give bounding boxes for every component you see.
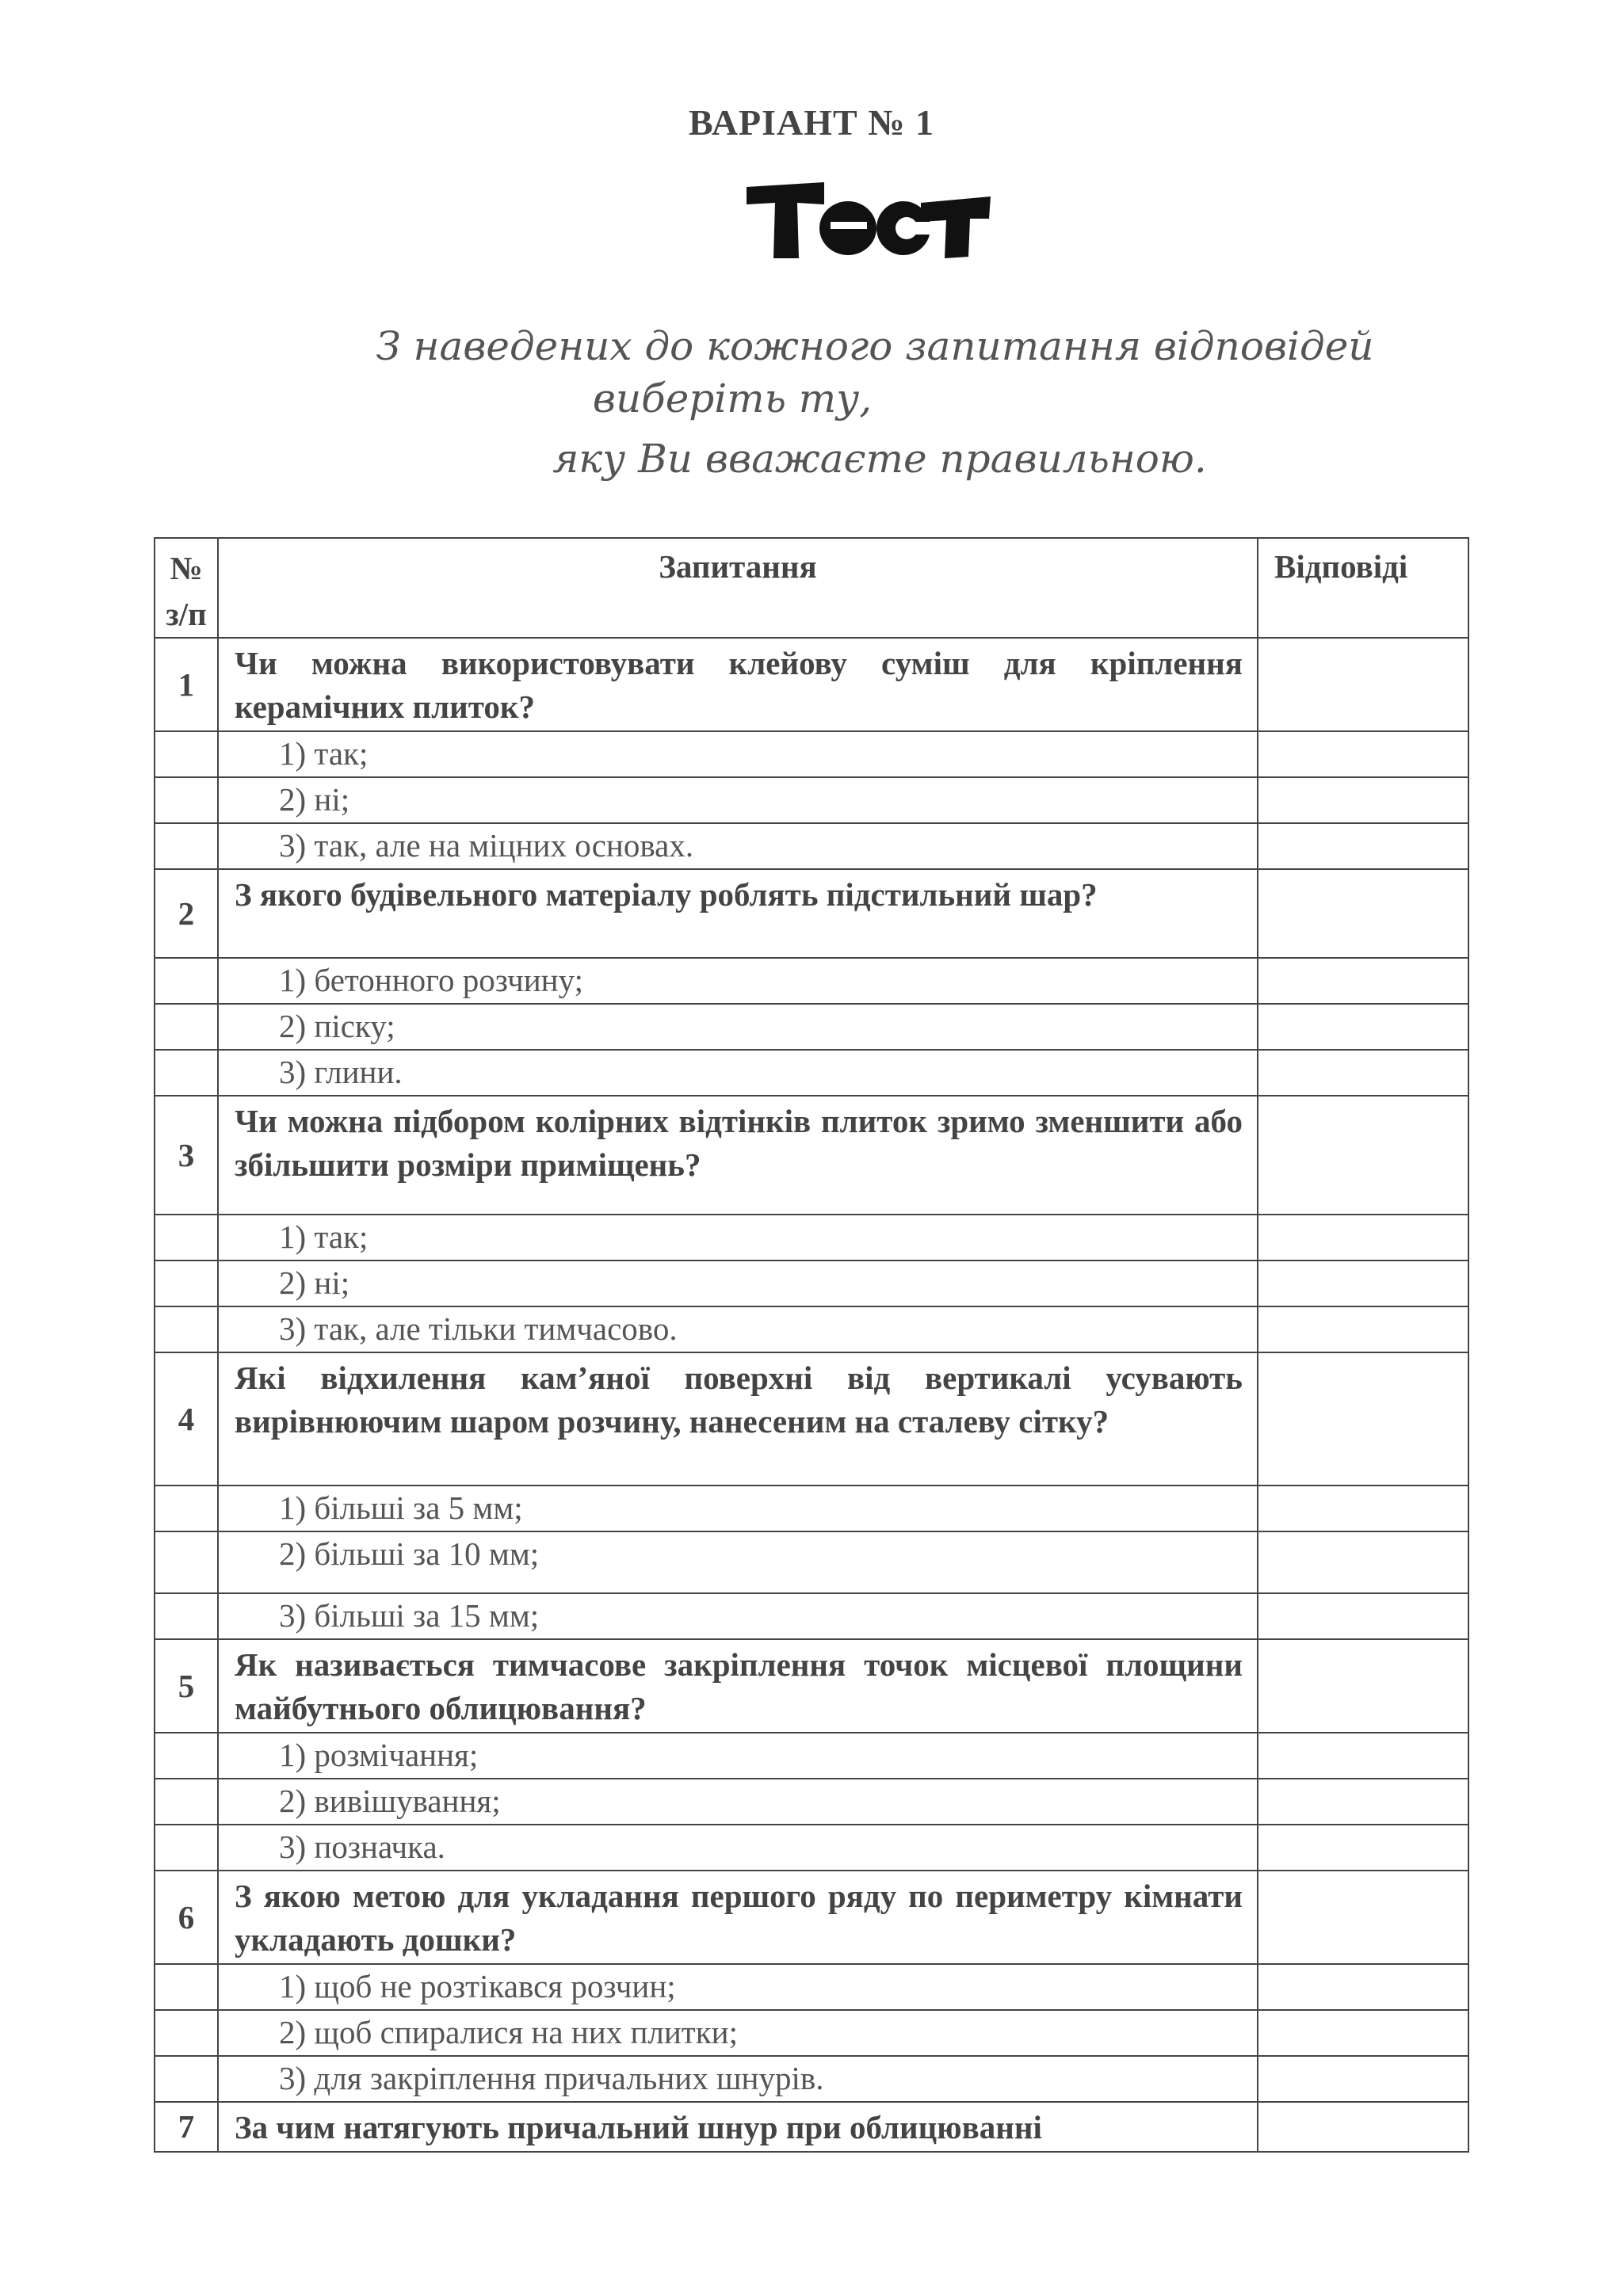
question-row (155, 1352, 1468, 1486)
option-text: 2) ні; (218, 777, 1258, 823)
question-number: 2 (155, 869, 218, 958)
option-number-cell (155, 731, 218, 777)
option-answer-cell[interactable] (1258, 1215, 1468, 1261)
question-number: 4 (155, 1352, 218, 1486)
option-row (155, 1261, 1468, 1306)
option-number-cell (155, 1964, 218, 2010)
option-text: 1) щоб не розтікався розчин; (218, 1964, 1258, 2010)
option-number-cell (155, 1825, 218, 1871)
test-logo (737, 176, 999, 263)
option-text: 1) більші за 5 мм; (218, 1486, 1258, 1531)
question-number: 6 (155, 1871, 218, 1964)
question-text: Які відхилення кам’яної поверхні від вертикалі усувають вирівнюючим шаром розчину, нанесеним на сталеву сітку? (218, 1352, 1258, 1486)
option-answer-cell[interactable] (1258, 1004, 1468, 1050)
option-answer-cell[interactable] (1258, 823, 1468, 869)
instruction-line-2: виберіть ту, (592, 376, 873, 421)
option-number-cell (155, 823, 218, 869)
option-answer-cell[interactable] (1258, 1964, 1468, 2010)
option-answer-cell[interactable] (1258, 2010, 1468, 2056)
question-row (155, 2102, 1468, 2152)
option-number-cell (155, 1779, 218, 1825)
option-number-cell (155, 1306, 218, 1352)
option-answer-cell[interactable] (1258, 1531, 1468, 1593)
option-row (155, 1215, 1468, 1261)
answer-cell[interactable] (1258, 1639, 1468, 1733)
option-text: 3) так, але на міцних основах. (218, 823, 1258, 869)
question-row (155, 1639, 1468, 1733)
option-answer-cell[interactable] (1258, 1306, 1468, 1352)
instruction-line-3: яку Ви вважаєте правильною. (552, 436, 1207, 482)
option-row (155, 1964, 1468, 2010)
option-row (155, 1825, 1468, 1871)
option-text: 3) більші за 15 мм; (218, 1593, 1258, 1639)
option-row (155, 2010, 1468, 2056)
option-row (155, 1593, 1468, 1639)
option-number-cell (155, 1004, 218, 1050)
question-text: Чи можна використовувати клейову суміш для кріплення керамічних плиток? (218, 638, 1258, 731)
column-header-number-line2: з/п (166, 596, 207, 632)
option-text: 2) ні; (218, 1261, 1258, 1306)
option-number-cell (155, 1733, 218, 1779)
option-number-cell (155, 1215, 218, 1261)
option-number-cell (155, 958, 218, 1004)
option-text: 2) більші за 10 мм; (218, 1531, 1258, 1593)
column-header-answers: Відповіді (1258, 538, 1468, 638)
questions-body (155, 638, 1468, 2152)
option-number-cell (155, 1261, 218, 1306)
option-row (155, 777, 1468, 823)
answer-cell[interactable] (1258, 1871, 1468, 1964)
option-text: 1) бетонного розчину; (218, 958, 1258, 1004)
question-text: З якою метою для укладання першого ряду по периметру кімнати укладають дошки? (218, 1871, 1258, 1964)
option-number-cell (155, 777, 218, 823)
option-text: 3) позначка. (218, 1825, 1258, 1871)
option-number-cell (155, 2056, 218, 2102)
option-row (155, 958, 1468, 1004)
answer-cell[interactable] (1258, 2102, 1468, 2152)
option-row (155, 1004, 1468, 1050)
question-row (155, 1871, 1468, 1964)
option-text: 1) розмічання; (218, 1733, 1258, 1779)
option-number-cell (155, 2010, 218, 2056)
option-text: 3) для закріплення причальних шнурів. (218, 2056, 1258, 2102)
option-answer-cell[interactable] (1258, 1825, 1468, 1871)
option-row (155, 2056, 1468, 2102)
question-text: Як називається тимчасове закріплення точок місцевої площини майбутнього облицювання? (218, 1639, 1258, 1733)
question-text: З якого будівельного матеріалу роблять підстильний шар? (218, 869, 1258, 958)
option-number-cell (155, 1531, 218, 1593)
answer-cell[interactable] (1258, 638, 1468, 731)
option-text: 2) щоб спиралися на них плитки; (218, 2010, 1258, 2056)
option-text: 2) вивішування; (218, 1779, 1258, 1825)
option-text: 2) піску; (218, 1004, 1258, 1050)
option-row (155, 1486, 1468, 1531)
option-answer-cell[interactable] (1258, 2056, 1468, 2102)
column-header-number (155, 538, 218, 638)
option-answer-cell[interactable] (1258, 1261, 1468, 1306)
answer-cell[interactable] (1258, 1096, 1468, 1215)
question-text: Чи можна підбором колірних відтінків плиток зримо зменшити або збільшити розміри приміщень? (218, 1096, 1258, 1215)
question-number: 7 (155, 2102, 218, 2152)
table-header-row (155, 538, 1468, 638)
option-answer-cell[interactable] (1258, 958, 1468, 1004)
option-row (155, 1306, 1468, 1352)
option-row (155, 823, 1468, 869)
question-row (155, 638, 1468, 731)
option-answer-cell[interactable] (1258, 1486, 1468, 1531)
option-text: 3) глини. (218, 1050, 1258, 1096)
answer-cell[interactable] (1258, 1352, 1468, 1486)
option-answer-cell[interactable] (1258, 777, 1468, 823)
question-text: За чим натягують причальний шнур при облицюванні (218, 2102, 1258, 2152)
option-number-cell (155, 1050, 218, 1096)
option-answer-cell[interactable] (1258, 1050, 1468, 1096)
option-row (155, 1733, 1468, 1779)
question-number: 3 (155, 1096, 218, 1215)
column-header-number-line1: № (170, 550, 203, 586)
option-text: 1) так; (218, 1215, 1258, 1261)
answer-cell[interactable] (1258, 869, 1468, 958)
option-text: 3) так, але тільки тимчасово. (218, 1306, 1258, 1352)
option-row (155, 1050, 1468, 1096)
option-row (155, 731, 1468, 777)
column-header-question: Запитання (218, 538, 1258, 638)
option-answer-cell[interactable] (1258, 1733, 1468, 1779)
option-row (155, 1779, 1468, 1825)
question-number: 5 (155, 1639, 218, 1733)
option-number-cell (155, 1486, 218, 1531)
option-number-cell (155, 1593, 218, 1639)
variant-title: ВАРІАНТ № 1 (689, 102, 934, 143)
test-table (154, 537, 1469, 2153)
option-answer-cell[interactable] (1258, 1593, 1468, 1639)
option-row (155, 1531, 1468, 1593)
option-answer-cell[interactable] (1258, 1779, 1468, 1825)
question-row (155, 869, 1468, 958)
instruction-line-1: З наведених до кожного запитання відповідей (376, 323, 1374, 369)
option-text: 1) так; (218, 731, 1258, 777)
question-number: 1 (155, 638, 218, 731)
option-answer-cell[interactable] (1258, 731, 1468, 777)
question-row (155, 1096, 1468, 1215)
